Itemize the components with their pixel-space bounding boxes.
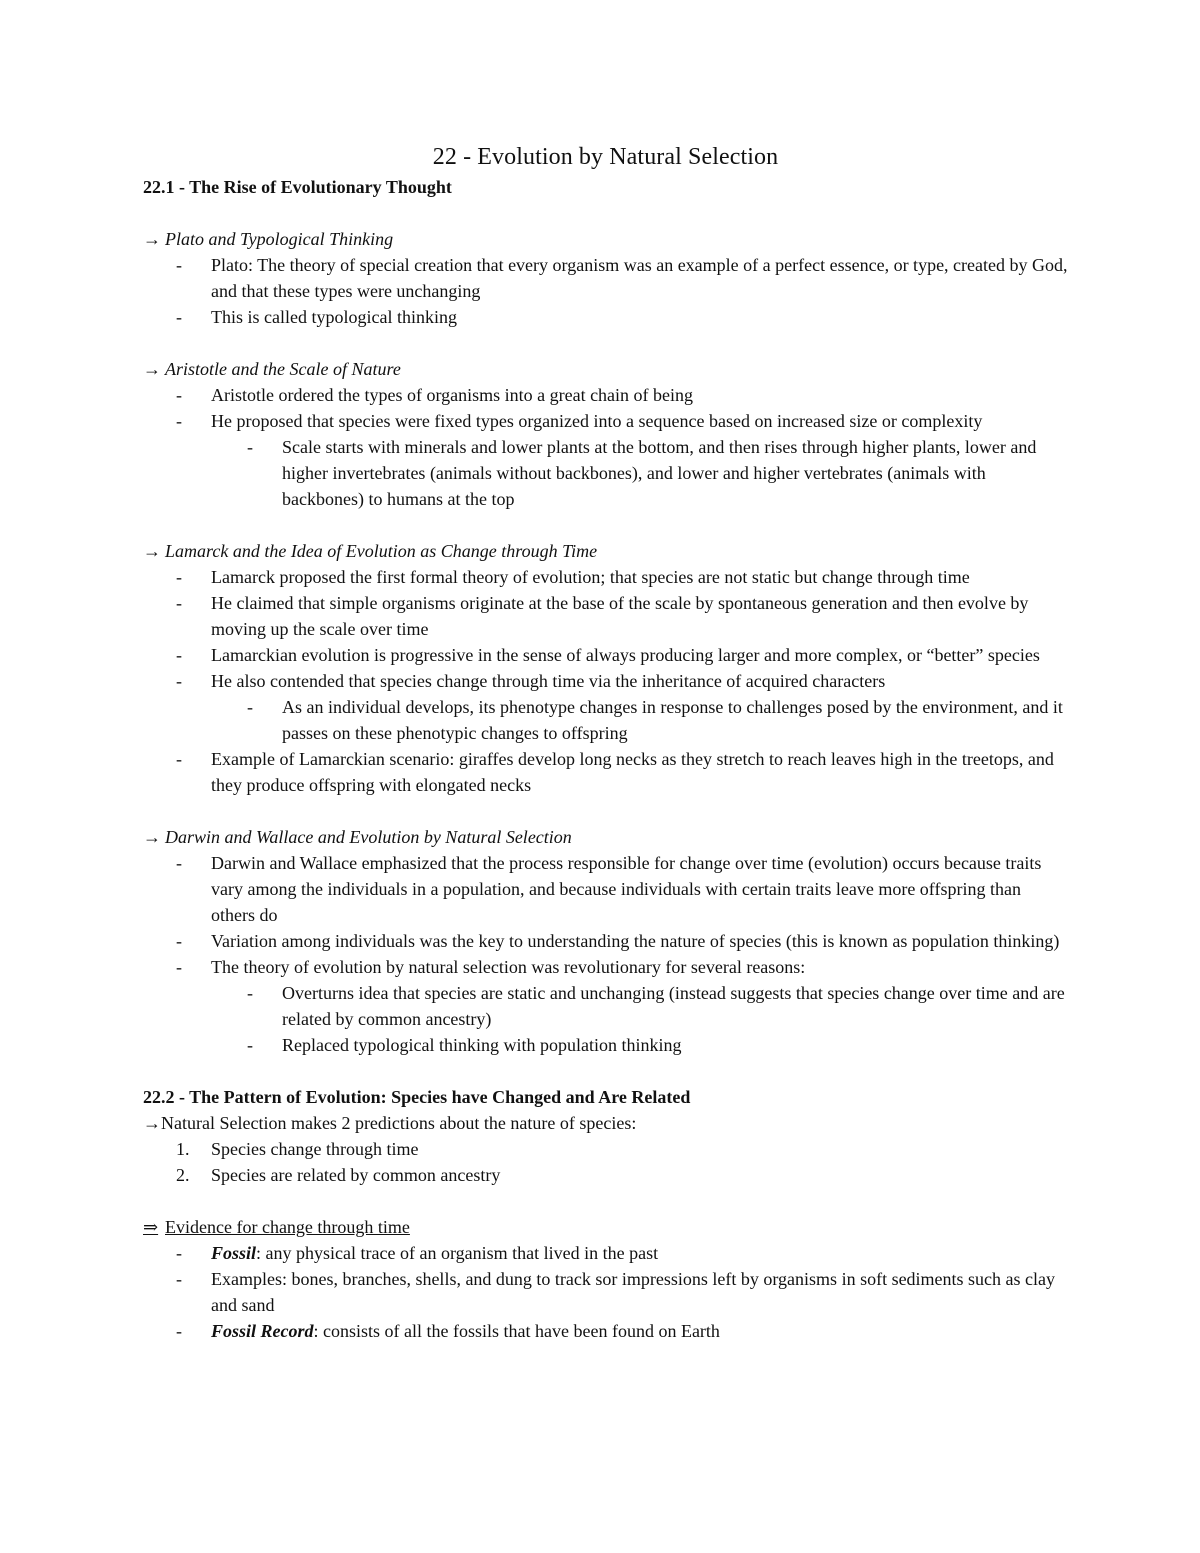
topic-plato [143,226,1068,330]
topic-evidence [143,1214,1068,1344]
list-item [143,564,1068,590]
intro-text: Natural Selection makes 2 predictions about the nature of species: [161,1113,637,1133]
dash-bullet: - [247,983,253,1003]
sub-list-item-text: Scale starts with minerals and lower plants at the bottom, and then rises through higher plants, lower and higher invertebrates (animals without backbones), and lower and higher vertebrates (animals with backbones) to humans at the top [282,437,1037,509]
dash-bullet: - [176,853,182,873]
topic-title: Lamarck and the Idea of Evolution as Change through Time [165,541,598,561]
list-item-text: The theory of evolution by natural selection was revolutionary for several reasons: [211,957,806,977]
list-item [143,1240,1068,1266]
sub-list-item [143,694,1068,746]
dash-bullet: - [176,957,182,977]
section-intro [143,1110,1068,1136]
list-item-text: Darwin and Wallace emphasized that the process responsible for change over time (evolution) occurs because traits vary among the individuals in a population, and because individuals with certain traits leave more offspring than others do [211,853,1042,925]
section-heading-22-2: 22.2 - The Pattern of Evolution: Species have Changed and Are Related [143,1087,691,1107]
right-arrow-icon: → [143,1113,161,1133]
dash-bullet: - [176,1243,182,1263]
dash-bullet: - [176,749,182,769]
dash-bullet: - [247,1035,253,1055]
numbered-item [143,1136,1068,1162]
sub-bullet-list [211,694,1068,746]
dash-bullet: - [176,1321,182,1341]
term-fossil-record: Fossil Record [211,1321,314,1341]
list-item [143,642,1068,668]
list-item-text: Plato: The theory of special creation that every organism was an example of a perfect essence, or type, created by God, and that these types were unchanging [211,255,1068,301]
document-title: 22 - Evolution by Natural Selection [432,144,779,170]
topic-heading [143,538,1068,564]
section-heading-22-1: 22.1 - The Rise of Evolutionary Thought [143,177,452,197]
dash-bullet: - [247,437,253,457]
sub-list-item-text: Overturns idea that species are static and unchanging (instead suggests that species change over time and are related by common ancestry) [282,983,1065,1029]
dash-bullet: - [247,697,253,717]
definition-text: : any physical trace of an organism that lived in the past [256,1243,659,1263]
right-arrow-icon: → [143,827,161,847]
list-item [143,408,1068,512]
dash-bullet: - [176,567,182,587]
dash-bullet: - [176,255,182,275]
dash-bullet: - [176,931,182,951]
bullet-list [143,382,1068,512]
numbered-list [143,1136,1068,1188]
dash-bullet: - [176,385,182,405]
list-item [143,304,1068,330]
list-item-text: He proposed that species were fixed types organized into a sequence based on increased size or complexity [211,411,983,431]
topic-heading [143,824,1068,850]
bullet-list [143,850,1068,1058]
dash-bullet: - [176,1269,182,1289]
spacer [143,1188,1068,1214]
list-item-text: He claimed that simple organisms originate at the base of the scale by spontaneous generation and then evolve by moving up the scale over time [211,593,1029,639]
topic-heading [143,226,1068,252]
definition-text: : consists of all the fossils that have been found on Earth [313,1321,720,1341]
sub-list-item [143,434,1068,512]
topic-aristotle [143,356,1068,512]
list-item [143,850,1068,928]
list-item [143,1318,1068,1344]
dash-bullet: - [176,307,182,327]
topic-title: Plato and Typological Thinking [165,229,394,249]
list-item [143,954,1068,1058]
sub-list-item [143,1032,1068,1058]
item-number: 2. [176,1165,190,1185]
list-item [143,590,1068,642]
numbered-item-text: Species are related by common ancestry [211,1165,501,1185]
list-item [143,928,1068,954]
topic-title: Evidence for change through time [165,1217,410,1237]
sub-list-item-text: Replaced typological thinking with population thinking [282,1035,682,1055]
list-item [143,668,1068,746]
bullet-list [143,1240,1068,1344]
item-number: 1. [176,1139,190,1159]
list-item [143,1266,1068,1318]
list-item-text: He also contended that species change through time via the inheritance of acquired characters [211,671,886,691]
list-item-text: This is called typological thinking [211,307,457,327]
list-item-text: Examples: bones, branches, shells, and dung to track sor impressions left by organisms in soft sediments such as clay and sand [211,1269,1056,1315]
list-item [143,382,1068,408]
topic-title: Aristotle and the Scale of Nature [165,359,401,379]
topic-heading [143,356,1068,382]
list-item [143,252,1068,304]
topic-darwin-wallace [143,824,1068,1058]
sub-list-item-text: As an individual develops, its phenotype changes in response to challenges posed by the environment, and it passes on these phenotypic changes to offspring [282,697,1063,743]
list-item [143,746,1068,798]
sub-list-item [143,980,1068,1032]
sub-bullet-list [211,980,1068,1058]
numbered-item-text: Species change through time [211,1139,419,1159]
topic-lamarck [143,538,1068,798]
sub-bullet-list [211,434,1068,512]
right-arrow-icon: → [143,541,161,561]
right-arrow-icon: → [143,359,161,379]
list-item-text: Variation among individuals was the key to understanding the nature of species (this is known as population thinking) [211,931,1060,951]
bullet-list [143,564,1068,798]
numbered-item [143,1162,1068,1188]
right-arrow-icon: → [143,229,161,249]
dash-bullet: - [176,411,182,431]
list-item-text: Lamarckian evolution is progressive in the sense of always producing larger and more complex, or “better” species [211,645,1040,665]
list-item-text: Aristotle ordered the types of organisms into a great chain of being [211,385,694,405]
dash-bullet: - [176,645,182,665]
spacer [143,1058,1068,1084]
dash-bullet: - [176,593,182,613]
spacer [143,330,1068,356]
topic-heading [143,1214,1068,1240]
spacer [143,512,1068,538]
document-page [143,140,1068,1344]
list-item-text: Example of Lamarckian scenario: giraffes develop long necks as they stretch to reach leaves high in the treetops, and they produce offspring with elongated necks [211,749,1054,795]
list-item-text: Lamarck proposed the first formal theory of evolution; that species are not static but change through time [211,567,970,587]
double-arrow-icon: ⇒ [143,1217,159,1237]
spacer [143,200,1068,226]
term-fossil: Fossil [211,1243,257,1263]
dash-bullet: - [176,671,182,691]
bullet-list [143,252,1068,330]
topic-title: Darwin and Wallace and Evolution by Natural Selection [165,827,572,847]
spacer [143,798,1068,824]
